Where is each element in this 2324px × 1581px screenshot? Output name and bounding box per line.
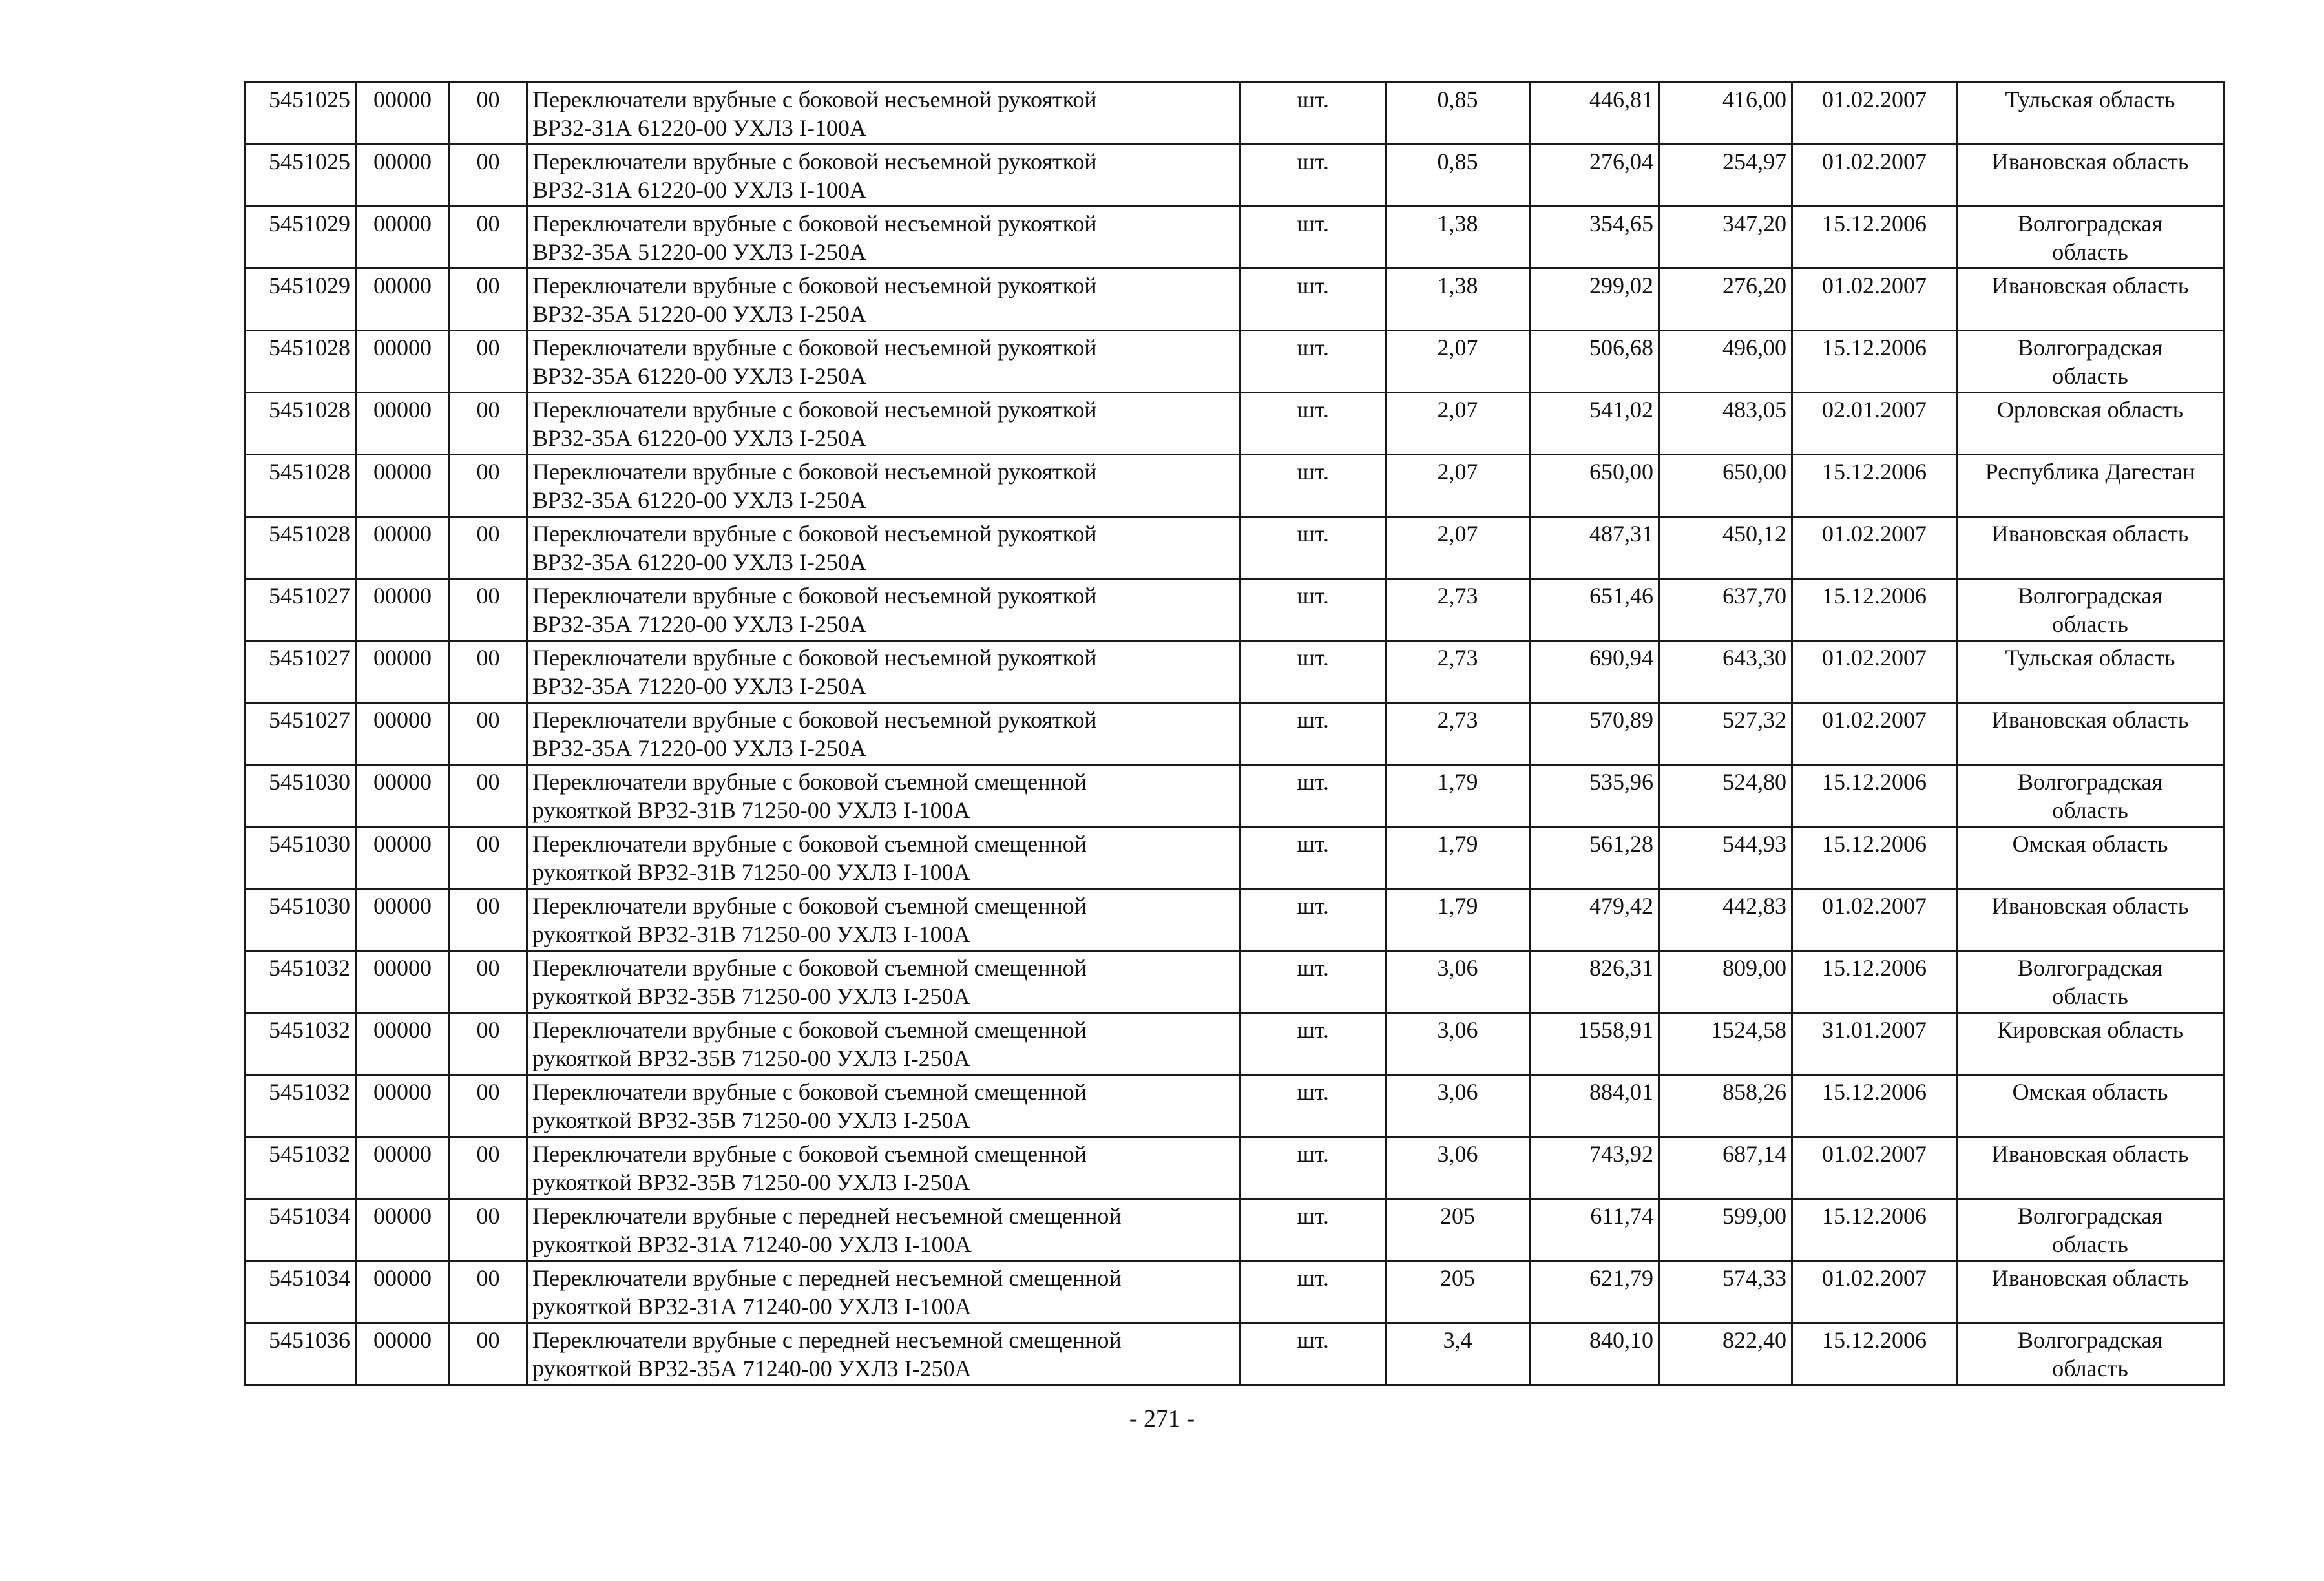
- weight-cell: 2,73: [1386, 641, 1530, 703]
- variant-cell: 00: [450, 1137, 527, 1199]
- weight-cell: 3,4: [1386, 1323, 1530, 1385]
- date-cell: 15.12.2006: [1792, 207, 1957, 269]
- price-cell: 826,31: [1530, 951, 1659, 1013]
- price-cell: 354,65: [1530, 207, 1659, 269]
- price-cell: 446,81: [1530, 83, 1659, 145]
- price-cell: 561,28: [1530, 827, 1659, 889]
- product-code-cell: 5451028: [245, 455, 356, 517]
- weight-cell: 205: [1386, 1199, 1530, 1261]
- unit-cell: шт.: [1241, 703, 1386, 765]
- price-cell: 299,02: [1530, 269, 1659, 331]
- region-cell: Волгоградская область: [1957, 207, 2224, 269]
- subcode-cell: 00000: [356, 269, 450, 331]
- region-cell: Тульская область: [1957, 641, 2224, 703]
- product-code-cell: 5451025: [245, 83, 356, 145]
- variant-cell: 00: [450, 455, 527, 517]
- region-cell: Республика Дагестан: [1957, 455, 2224, 517]
- variant-cell: 00: [450, 83, 527, 145]
- price-cell: 544,93: [1659, 827, 1792, 889]
- product-name-cell: Переключатели врубные с боковой съемной смещенной рукояткой ВР32-31В 71250-00 УХЛ3 I-100А: [527, 765, 1241, 827]
- variant-cell: 00: [450, 827, 527, 889]
- price-cell: 450,12: [1659, 517, 1792, 579]
- region-cell: Ивановская область: [1957, 889, 2224, 951]
- product-code-cell: 5451032: [245, 1137, 356, 1199]
- price-cell: 643,30: [1659, 641, 1792, 703]
- unit-cell: шт.: [1241, 641, 1386, 703]
- region-cell: Тульская область: [1957, 83, 2224, 145]
- table-row: [245, 517, 2224, 579]
- weight-cell: 1,79: [1386, 889, 1530, 951]
- variant-cell: 00: [450, 1075, 527, 1137]
- subcode-cell: 00000: [356, 517, 450, 579]
- product-code-cell: 5451034: [245, 1199, 356, 1261]
- price-cell: 884,01: [1530, 1075, 1659, 1137]
- date-cell: 15.12.2006: [1792, 1199, 1957, 1261]
- region-cell: Ивановская область: [1957, 1137, 2224, 1199]
- product-name-cell: Переключатели врубные с боковой несъемной рукояткой ВР32-35А 51220-00 УХЛ3 I-250А: [527, 269, 1241, 331]
- variant-cell: 00: [450, 641, 527, 703]
- region-cell: Ивановская область: [1957, 703, 2224, 765]
- product-code-cell: 5451030: [245, 765, 356, 827]
- unit-cell: шт.: [1241, 1075, 1386, 1137]
- date-cell: 31.01.2007: [1792, 1013, 1957, 1075]
- weight-cell: 3,06: [1386, 1075, 1530, 1137]
- table-row: [245, 579, 2224, 641]
- price-cell: 527,32: [1659, 703, 1792, 765]
- unit-cell: шт.: [1241, 1323, 1386, 1385]
- region-cell: Волгоградская область: [1957, 579, 2224, 641]
- weight-cell: 2,73: [1386, 703, 1530, 765]
- subcode-cell: 00000: [356, 207, 450, 269]
- unit-cell: шт.: [1241, 889, 1386, 951]
- table-row: [245, 641, 2224, 703]
- region-cell: Волгоградская область: [1957, 1199, 2224, 1261]
- date-cell: 01.02.2007: [1792, 1261, 1957, 1323]
- price-cell: 1558,91: [1530, 1013, 1659, 1075]
- price-cell: 574,33: [1659, 1261, 1792, 1323]
- price-cell: 276,20: [1659, 269, 1792, 331]
- price-cell: 535,96: [1530, 765, 1659, 827]
- product-code-cell: 5451034: [245, 1261, 356, 1323]
- region-cell: Орловская область: [1957, 393, 2224, 455]
- product-name-cell: Переключатели врубные с боковой несъемной рукояткой ВР32-35А 71220-00 УХЛ3 I-250А: [527, 579, 1241, 641]
- table-row: [245, 889, 2224, 951]
- weight-cell: 2,07: [1386, 331, 1530, 393]
- weight-cell: 0,85: [1386, 83, 1530, 145]
- product-code-cell: 5451027: [245, 579, 356, 641]
- product-name-cell: Переключатели врубные с боковой несъемной рукояткой ВР32-35А 61220-00 УХЛ3 I-250А: [527, 455, 1241, 517]
- weight-cell: 2,07: [1386, 393, 1530, 455]
- subcode-cell: 00000: [356, 703, 450, 765]
- date-cell: 15.12.2006: [1792, 951, 1957, 1013]
- table-row: [245, 1013, 2224, 1075]
- weight-cell: 2,07: [1386, 455, 1530, 517]
- unit-cell: шт.: [1241, 269, 1386, 331]
- product-name-cell: Переключатели врубные с боковой съемной смещенной рукояткой ВР32-35В 71250-00 УХЛ3 I-250А: [527, 1075, 1241, 1137]
- date-cell: 15.12.2006: [1792, 455, 1957, 517]
- variant-cell: 00: [450, 951, 527, 1013]
- variant-cell: 00: [450, 331, 527, 393]
- price-cell: 637,70: [1659, 579, 1792, 641]
- date-cell: 01.02.2007: [1792, 145, 1957, 207]
- weight-cell: 1,79: [1386, 827, 1530, 889]
- product-code-cell: 5451025: [245, 145, 356, 207]
- unit-cell: шт.: [1241, 393, 1386, 455]
- table-row: [245, 1261, 2224, 1323]
- product-name-cell: Переключатели врубные с боковой съемной смещенной рукояткой ВР32-35В 71250-00 УХЛ3 I-250А: [527, 1013, 1241, 1075]
- product-name-cell: Переключатели врубные с боковой несъемной рукояткой ВР32-35А 71220-00 УХЛ3 I-250А: [527, 641, 1241, 703]
- subcode-cell: 00000: [356, 765, 450, 827]
- product-code-cell: 5451032: [245, 951, 356, 1013]
- product-code-cell: 5451030: [245, 889, 356, 951]
- price-cell: 687,14: [1659, 1137, 1792, 1199]
- table-row: [245, 1199, 2224, 1261]
- product-name-cell: Переключатели врубные с передней несъемной смещенной рукояткой ВР32-35А 71240-00 УХЛ3 I-250А: [527, 1323, 1241, 1385]
- unit-cell: шт.: [1241, 331, 1386, 393]
- unit-cell: шт.: [1241, 579, 1386, 641]
- subcode-cell: 00000: [356, 1075, 450, 1137]
- weight-cell: 2,73: [1386, 579, 1530, 641]
- price-cell: 1524,58: [1659, 1013, 1792, 1075]
- subcode-cell: 00000: [356, 1137, 450, 1199]
- variant-cell: 00: [450, 145, 527, 207]
- variant-cell: 00: [450, 1013, 527, 1075]
- price-cell: 621,79: [1530, 1261, 1659, 1323]
- variant-cell: 00: [450, 765, 527, 827]
- date-cell: 01.02.2007: [1792, 517, 1957, 579]
- product-code-cell: 5451030: [245, 827, 356, 889]
- product-name-cell: Переключатели врубные с боковой несъемной рукояткой ВР32-35А 71220-00 УХЛ3 I-250А: [527, 703, 1241, 765]
- weight-cell: 2,07: [1386, 517, 1530, 579]
- product-name-cell: Переключатели врубные с боковой несъемной рукояткой ВР32-35А 51220-00 УХЛ3 I-250А: [527, 207, 1241, 269]
- region-cell: Ивановская область: [1957, 269, 2224, 331]
- price-cell: 506,68: [1530, 331, 1659, 393]
- subcode-cell: 00000: [356, 1261, 450, 1323]
- weight-cell: 3,06: [1386, 1013, 1530, 1075]
- subcode-cell: 00000: [356, 827, 450, 889]
- region-cell: Омская область: [1957, 827, 2224, 889]
- product-code-cell: 5451027: [245, 641, 356, 703]
- subcode-cell: 00000: [356, 331, 450, 393]
- subcode-cell: 00000: [356, 641, 450, 703]
- product-name-cell: Переключатели врубные с боковой съемной смещенной рукояткой ВР32-31В 71250-00 УХЛ3 I-100А: [527, 827, 1241, 889]
- price-cell: 611,74: [1530, 1199, 1659, 1261]
- price-cell: 743,92: [1530, 1137, 1659, 1199]
- date-cell: 01.02.2007: [1792, 703, 1957, 765]
- table-row: [245, 827, 2224, 889]
- date-cell: 15.12.2006: [1792, 1323, 1957, 1385]
- date-cell: 15.12.2006: [1792, 1075, 1957, 1137]
- region-cell: Волгоградская область: [1957, 331, 2224, 393]
- date-cell: 15.12.2006: [1792, 765, 1957, 827]
- product-name-cell: Переключатели врубные с боковой съемной смещенной рукояткой ВР32-31В 71250-00 УХЛ3 I-100А: [527, 889, 1241, 951]
- date-cell: 01.02.2007: [1792, 83, 1957, 145]
- product-code-cell: 5451027: [245, 703, 356, 765]
- subcode-cell: 00000: [356, 579, 450, 641]
- table-body: [245, 83, 2224, 1385]
- variant-cell: 00: [450, 889, 527, 951]
- unit-cell: шт.: [1241, 455, 1386, 517]
- price-cell: 487,31: [1530, 517, 1659, 579]
- variant-cell: 00: [450, 579, 527, 641]
- variant-cell: 00: [450, 1323, 527, 1385]
- unit-cell: шт.: [1241, 207, 1386, 269]
- price-cell: 840,10: [1530, 1323, 1659, 1385]
- region-cell: Волгоградская область: [1957, 951, 2224, 1013]
- subcode-cell: 00000: [356, 1013, 450, 1075]
- variant-cell: 00: [450, 269, 527, 331]
- product-code-cell: 5451036: [245, 1323, 356, 1385]
- unit-cell: шт.: [1241, 145, 1386, 207]
- region-cell: Кировская область: [1957, 1013, 2224, 1075]
- date-cell: 01.02.2007: [1792, 641, 1957, 703]
- subcode-cell: 00000: [356, 951, 450, 1013]
- price-cell: 541,02: [1530, 393, 1659, 455]
- price-cell: 650,00: [1530, 455, 1659, 517]
- variant-cell: 00: [450, 703, 527, 765]
- product-code-cell: 5451028: [245, 393, 356, 455]
- price-cell: 347,20: [1659, 207, 1792, 269]
- date-cell: 15.12.2006: [1792, 827, 1957, 889]
- weight-cell: 3,06: [1386, 951, 1530, 1013]
- table-row: [245, 83, 2224, 145]
- date-cell: 01.02.2007: [1792, 889, 1957, 951]
- table-row: [245, 207, 2224, 269]
- weight-cell: 1,38: [1386, 207, 1530, 269]
- price-cell: 599,00: [1659, 1199, 1792, 1261]
- date-cell: 02.01.2007: [1792, 393, 1957, 455]
- table-row: [245, 331, 2224, 393]
- weight-cell: 3,06: [1386, 1137, 1530, 1199]
- region-cell: Волгоградская область: [1957, 765, 2224, 827]
- unit-cell: шт.: [1241, 517, 1386, 579]
- unit-cell: шт.: [1241, 1261, 1386, 1323]
- price-cell: 416,00: [1659, 83, 1792, 145]
- weight-cell: 205: [1386, 1261, 1530, 1323]
- date-cell: 01.02.2007: [1792, 1137, 1957, 1199]
- region-cell: Омская область: [1957, 1075, 2224, 1137]
- price-cell: 570,89: [1530, 703, 1659, 765]
- variant-cell: 00: [450, 1261, 527, 1323]
- unit-cell: шт.: [1241, 1013, 1386, 1075]
- table-row: [245, 765, 2224, 827]
- price-table: [244, 81, 2225, 1386]
- table-row: [245, 1075, 2224, 1137]
- product-name-cell: Переключатели врубные с передней несъемной смещенной рукояткой ВР32-31А 71240-00 УХЛ3 I-100А: [527, 1261, 1241, 1323]
- price-cell: 822,40: [1659, 1323, 1792, 1385]
- weight-cell: 0,85: [1386, 145, 1530, 207]
- product-code-cell: 5451032: [245, 1075, 356, 1137]
- product-code-cell: 5451028: [245, 331, 356, 393]
- subcode-cell: 00000: [356, 889, 450, 951]
- price-cell: 276,04: [1530, 145, 1659, 207]
- product-name-cell: Переключатели врубные с боковой съемной смещенной рукояткой ВР32-35В 71250-00 УХЛ3 I-250А: [527, 1137, 1241, 1199]
- price-cell: 483,05: [1659, 393, 1792, 455]
- product-name-cell: Переключатели врубные с боковой несъемной рукояткой ВР32-31А 61220-00 УХЛ3 I-100А: [527, 145, 1241, 207]
- table-row: [245, 145, 2224, 207]
- region-cell: Волгоградская область: [1957, 1323, 2224, 1385]
- unit-cell: шт.: [1241, 1137, 1386, 1199]
- product-name-cell: Переключатели врубные с боковой несъемной рукояткой ВР32-35А 61220-00 УХЛ3 I-250А: [527, 331, 1241, 393]
- date-cell: 01.02.2007: [1792, 269, 1957, 331]
- subcode-cell: 00000: [356, 1199, 450, 1261]
- product-name-cell: Переключатели врубные с боковой несъемной рукояткой ВР32-31А 61220-00 УХЛ3 I-100А: [527, 83, 1241, 145]
- price-cell: 496,00: [1659, 331, 1792, 393]
- product-name-cell: Переключатели врубные с боковой съемной смещенной рукояткой ВР32-35В 71250-00 УХЛ3 I-250А: [527, 951, 1241, 1013]
- date-cell: 15.12.2006: [1792, 579, 1957, 641]
- price-cell: 479,42: [1530, 889, 1659, 951]
- weight-cell: 1,38: [1386, 269, 1530, 331]
- variant-cell: 00: [450, 517, 527, 579]
- subcode-cell: 00000: [356, 83, 450, 145]
- price-cell: 254,97: [1659, 145, 1792, 207]
- product-name-cell: Переключатели врубные с боковой несъемной рукояткой ВР32-35А 61220-00 УХЛ3 I-250А: [527, 393, 1241, 455]
- table-row: [245, 455, 2224, 517]
- price-cell: 524,80: [1659, 765, 1792, 827]
- region-cell: Ивановская область: [1957, 1261, 2224, 1323]
- date-cell: 15.12.2006: [1792, 331, 1957, 393]
- product-name-cell: Переключатели врубные с передней несъемной смещенной рукояткой ВР32-31А 71240-00 УХЛ3 I-100А: [527, 1199, 1241, 1261]
- price-table-sheet: [244, 81, 2223, 1386]
- variant-cell: 00: [450, 1199, 527, 1261]
- unit-cell: шт.: [1241, 1199, 1386, 1261]
- price-cell: 858,26: [1659, 1075, 1792, 1137]
- unit-cell: шт.: [1241, 83, 1386, 145]
- weight-cell: 1,79: [1386, 765, 1530, 827]
- table-row: [245, 1323, 2224, 1385]
- subcode-cell: 00000: [356, 393, 450, 455]
- subcode-cell: 00000: [356, 1323, 450, 1385]
- region-cell: Ивановская область: [1957, 517, 2224, 579]
- price-cell: 690,94: [1530, 641, 1659, 703]
- table-row: [245, 269, 2224, 331]
- subcode-cell: 00000: [356, 145, 450, 207]
- product-code-cell: 5451029: [245, 269, 356, 331]
- product-code-cell: 5451029: [245, 207, 356, 269]
- table-row: [245, 703, 2224, 765]
- unit-cell: шт.: [1241, 827, 1386, 889]
- page-number: - 271 -: [1129, 1405, 1195, 1432]
- unit-cell: шт.: [1241, 951, 1386, 1013]
- variant-cell: 00: [450, 207, 527, 269]
- price-cell: 809,00: [1659, 951, 1792, 1013]
- table-row: [245, 1137, 2224, 1199]
- table-row: [245, 951, 2224, 1013]
- price-cell: 442,83: [1659, 889, 1792, 951]
- table-row: [245, 393, 2224, 455]
- price-cell: 650,00: [1659, 455, 1792, 517]
- price-cell: 651,46: [1530, 579, 1659, 641]
- unit-cell: шт.: [1241, 765, 1386, 827]
- variant-cell: 00: [450, 393, 527, 455]
- product-name-cell: Переключатели врубные с боковой несъемной рукояткой ВР32-35А 61220-00 УХЛ3 I-250А: [527, 517, 1241, 579]
- region-cell: Ивановская область: [1957, 145, 2224, 207]
- product-code-cell: 5451032: [245, 1013, 356, 1075]
- subcode-cell: 00000: [356, 455, 450, 517]
- product-code-cell: 5451028: [245, 517, 356, 579]
